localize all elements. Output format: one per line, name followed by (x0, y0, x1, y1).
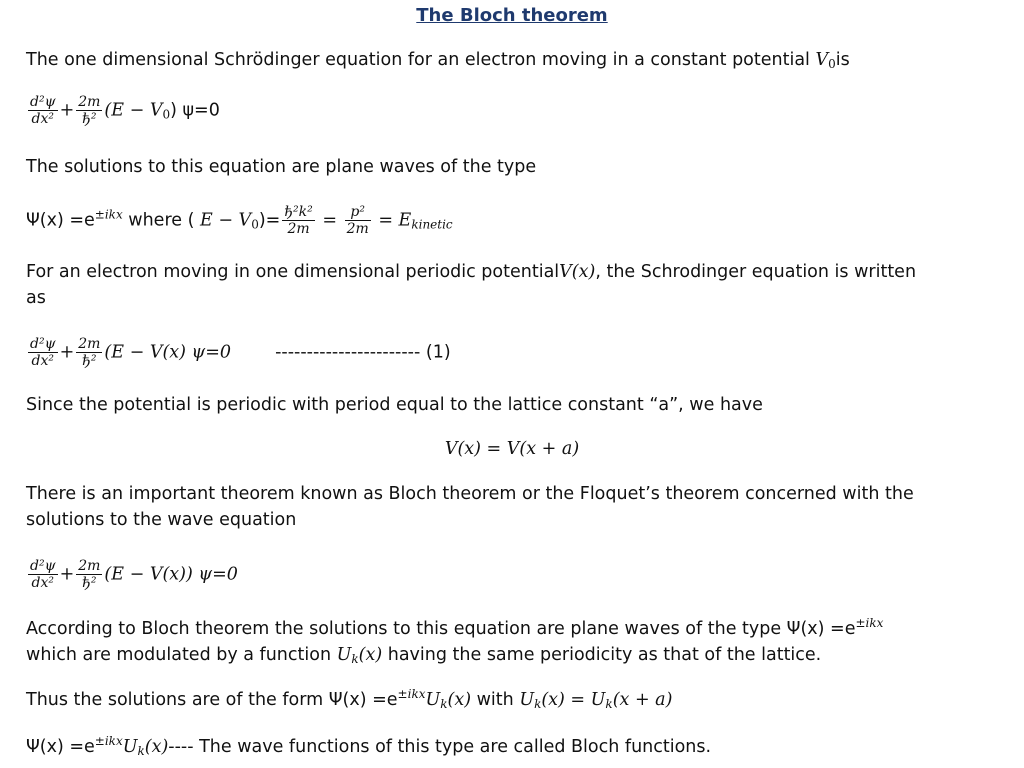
subscript: k (137, 744, 145, 758)
plus-sign: + (59, 564, 75, 585)
paragraph-bloch-functions (26, 735, 711, 759)
equation-middle: (E − V(x)) ψ=0 (104, 564, 238, 585)
denominator: dx² (31, 353, 55, 369)
plus-sign: + (59, 342, 75, 363)
equation-plane-wave (26, 204, 453, 237)
wavefunction-text: Ψ(x) =e (26, 737, 95, 757)
function-argument: (x + a) (612, 690, 673, 710)
energy-difference: E − V (199, 210, 252, 231)
paragraph-bloch-theorem-continued: solutions to the wave equation (26, 510, 297, 530)
equation-periodic-potential (26, 336, 451, 369)
equals-sign: = (316, 210, 343, 231)
where-text: where ( (122, 210, 200, 231)
paragraph-text: which are modulated by a function (26, 645, 337, 665)
denominator: 2m (346, 221, 369, 237)
numerator: d²ψ (30, 94, 56, 110)
function-argument: (x) = U (541, 690, 606, 710)
exponent: ±ikx (855, 616, 884, 630)
paragraph-text: For an electron moving in one dimensional periodic potential (26, 262, 560, 282)
modulating-function: U (122, 737, 138, 757)
paragraph-plane-waves: The solutions to this equation are plane waves of the type (26, 157, 537, 177)
potential-symbol: V (815, 50, 829, 70)
paragraph-bloch-solutions-continued (26, 643, 821, 667)
plus-sign: + (59, 100, 75, 121)
subscript: 0 (162, 107, 171, 122)
equation-wave (26, 558, 238, 591)
paragraph-tail: having the same periodicity as that of the lattice. (382, 645, 822, 665)
numerator: d²ψ (30, 336, 56, 352)
subscript: k (351, 652, 359, 666)
fraction-2m-hbar (76, 94, 102, 127)
paragraph-text: The one dimensional Schrödinger equation for an electron moving in a constant potential (26, 50, 810, 70)
subscript: 0 (251, 217, 259, 232)
denominator: dx² (31, 575, 55, 591)
fraction-2m-hbar (76, 558, 102, 591)
fraction-p-squared (345, 204, 371, 237)
denominator: ђ² (82, 353, 97, 369)
exponent: ±ikx (94, 207, 123, 222)
with-text: with (471, 690, 520, 710)
denominator: ђ² (82, 575, 97, 591)
function-argument: (x) (144, 737, 169, 757)
paragraph-periodic-potential-continued: as (26, 288, 46, 308)
numerator: 2m (78, 94, 101, 110)
fraction-2m-hbar (76, 336, 102, 369)
equals-text: )= (258, 210, 281, 231)
kinetic-energy-symbol: = E (372, 210, 412, 231)
function-argument: (x) (358, 645, 383, 665)
fraction-hbar-k (282, 204, 314, 237)
paragraph-tail: is (835, 50, 850, 70)
modulating-function: U (519, 690, 535, 710)
paragraph-bloch-solutions (26, 617, 883, 641)
paragraph-tail: ---- The wave functions of this type are called Bloch functions. (168, 737, 712, 757)
equation-end: ) ψ=0 (170, 100, 220, 121)
fraction-second-derivative (28, 94, 58, 127)
numerator: 2m (78, 558, 101, 574)
paragraph-text: Thus the solutions are of the form Ψ(x) =e (26, 690, 398, 710)
numerator: 2m (78, 336, 101, 352)
equation-number: ----------------------- (1) (275, 342, 451, 363)
fraction-second-derivative (28, 336, 58, 369)
equation-middle: (E − V (104, 100, 163, 121)
page-title: The Bloch theorem (416, 5, 608, 26)
paragraph-solution-form (26, 688, 672, 712)
subscript: k (534, 697, 542, 711)
function-argument: (x) (447, 690, 472, 710)
kinetic-subscript: kinetic (411, 217, 453, 232)
paragraph-schrodinger-constant (26, 48, 850, 72)
subscript: k (605, 697, 613, 711)
potential-function: V(x) (559, 262, 596, 282)
subscript: 0 (828, 57, 836, 71)
numerator: p² (345, 204, 371, 221)
exponent: ±ikx (94, 734, 123, 748)
paragraph-periodic-potential (26, 260, 916, 284)
numerator: ђ²k² (284, 204, 313, 220)
denominator: dx² (31, 111, 55, 127)
fraction-second-derivative (28, 558, 58, 591)
equation-constant-potential (26, 94, 220, 127)
subscript: k (440, 697, 448, 711)
equation-middle: (E − V(x) ψ=0 (104, 342, 232, 363)
denominator: ђ² (82, 111, 97, 127)
paragraph-lattice-constant: Since the potential is periodic with period equal to the lattice constant “a”, we have (26, 395, 763, 415)
numerator: d²ψ (30, 558, 56, 574)
paragraph-text: According to Bloch theorem the solutions to this equation are plane waves of the type Ψ(x) =e (26, 619, 856, 639)
denominator: 2m (287, 221, 310, 237)
exponent: ±ikx (397, 687, 426, 701)
wavefunction-text: Ψ(x) =e (26, 210, 95, 231)
modulating-function: U (425, 690, 441, 710)
modulating-function: U (336, 645, 352, 665)
paragraph-bloch-theorem: There is an important theorem known as Bloch theorem or the Floquet’s theorem concerned with the (26, 484, 914, 504)
equation-periodicity: V(x) = V(x + a) (444, 439, 580, 459)
paragraph-tail: , the Schrodinger equation is written (595, 262, 917, 282)
